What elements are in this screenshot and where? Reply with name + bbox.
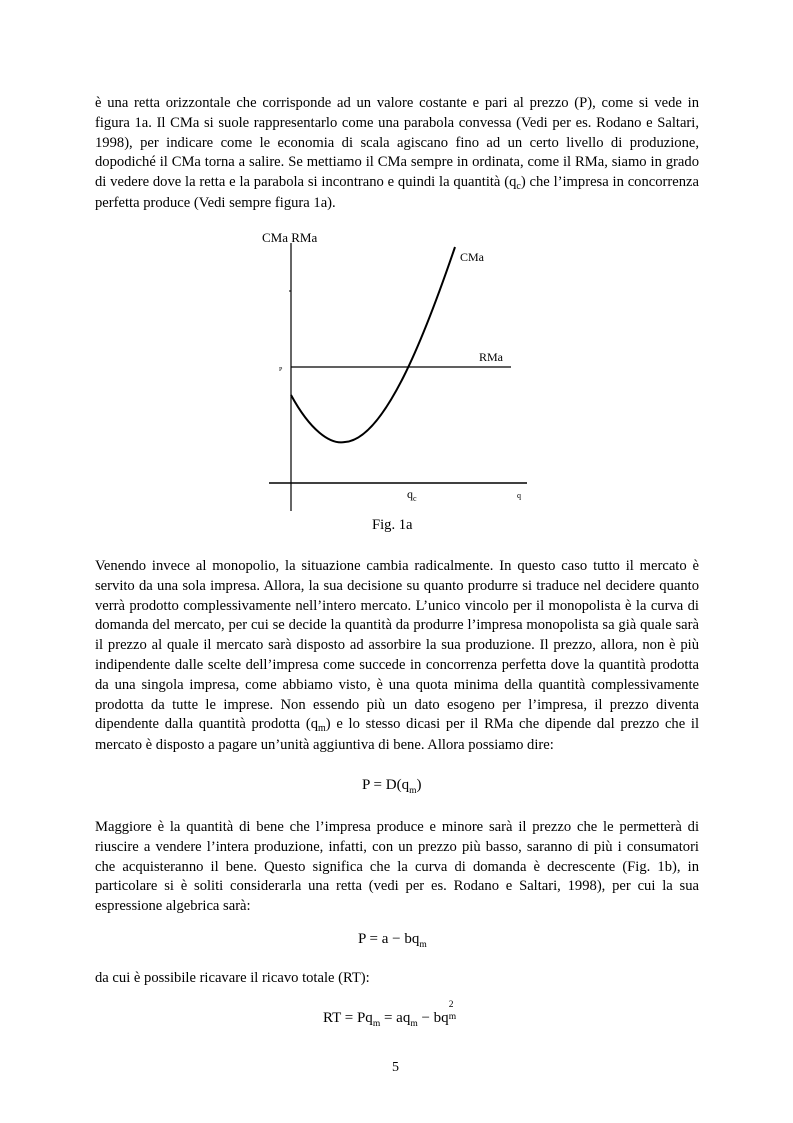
y-tick-p: P [279, 367, 283, 373]
paragraph-2: Venendo invece al monopolio, la situazione cambia radicalmente. In questo caso tutto il mercato è servito da una sola impresa. Allora, la sua decisione su quanto produrre si traduce nel decidere quanto verrà prodotto complessivamente nell’intero mercato. L’unico vincolo per il monopolista è la curva di domanda del mercato, per cui se decide la quantità da produrre l’impresa monopolista sa già quale sarà il prezzo al quale il mercato sarà disposto ad assorbire la sua produzione. Il prezzo, allora, non è più indipendente dalle scelte dell’impresa come succede in concorrenza perfetta dove la quantità prodotta da una singola impresa, come abbiamo visto, è una quota minima della quantità complessivamente prodotta da tutte le imprese. Non essendo più un dato esogeno per l’impresa, il prezzo diventa dipendente dalla quantità prodotta $(q_m)$ e lo stesso dicasi per il RMa che dipende dal prezzo che il mercato è disposto a pagare un’unità aggiuntiva di bene. Allora possiamo dire: [95, 558, 700, 754]
paragraph-3: Maggiore è la quantità di bene che l’impresa produce e minore sarà il prezzo che le permetterà di riuscire a vendere l’intera produzione, infatti, con un prezzo più basso, saranno di più i consumatori che acquisteranno il bene. Questo significa che la curva di domanda è decrescente (Fig. 1b), in particolare si è soliti considerarla una retta (vedi per es. Rodano e Saltari, 1998), per cui la sua espressione algebrica sarà: [95, 819, 699, 915]
paragraph-4: da cui è possibile ricavare il ricavo totale (RT): [95, 970, 370, 986]
equation-demand: $P = D(q_m)$ [362, 777, 422, 796]
cma-curve [291, 247, 455, 442]
figure-1a [255, 225, 545, 515]
x-axis-label: q [517, 491, 521, 500]
equation-total-revenue: RT = $Pq_m = aq_m$ − bq 2 m [323, 1000, 457, 1029]
equation-linear-demand: $P = a - bq_m$ [358, 931, 427, 950]
paragraph-1: è una retta orizzontale che corrisponde ad un valore costante e pari al prezzo (P), come si vede in figura 1a. Il CMa si suole rappresentarlo come una parabola convessa (Vedi per es. Rodano e Saltari, 1998), per indicare come le economia di scala agiscano fino ad un certo livello di produzione, dopodiché il CMa torna a salire. Se mettiamo il CMa sempre in ordinata, come il RMa, siamo in grado di vedere dove la retta e la parabola si incontrano e quindi la quantità $(q_c)$ che l’impresa in concorrenza perfetta produce (Vedi sempre figura 1a). [95, 95, 699, 211]
page-number: 5 [392, 1060, 399, 1075]
rma-label: RMa [479, 350, 503, 364]
cma-label: CMa [460, 250, 484, 264]
y-axis-label: CMa RMa [262, 230, 318, 245]
x-tick-qc: $q_c$ [407, 487, 417, 503]
figure-caption: Fig. 1a [372, 517, 413, 533]
